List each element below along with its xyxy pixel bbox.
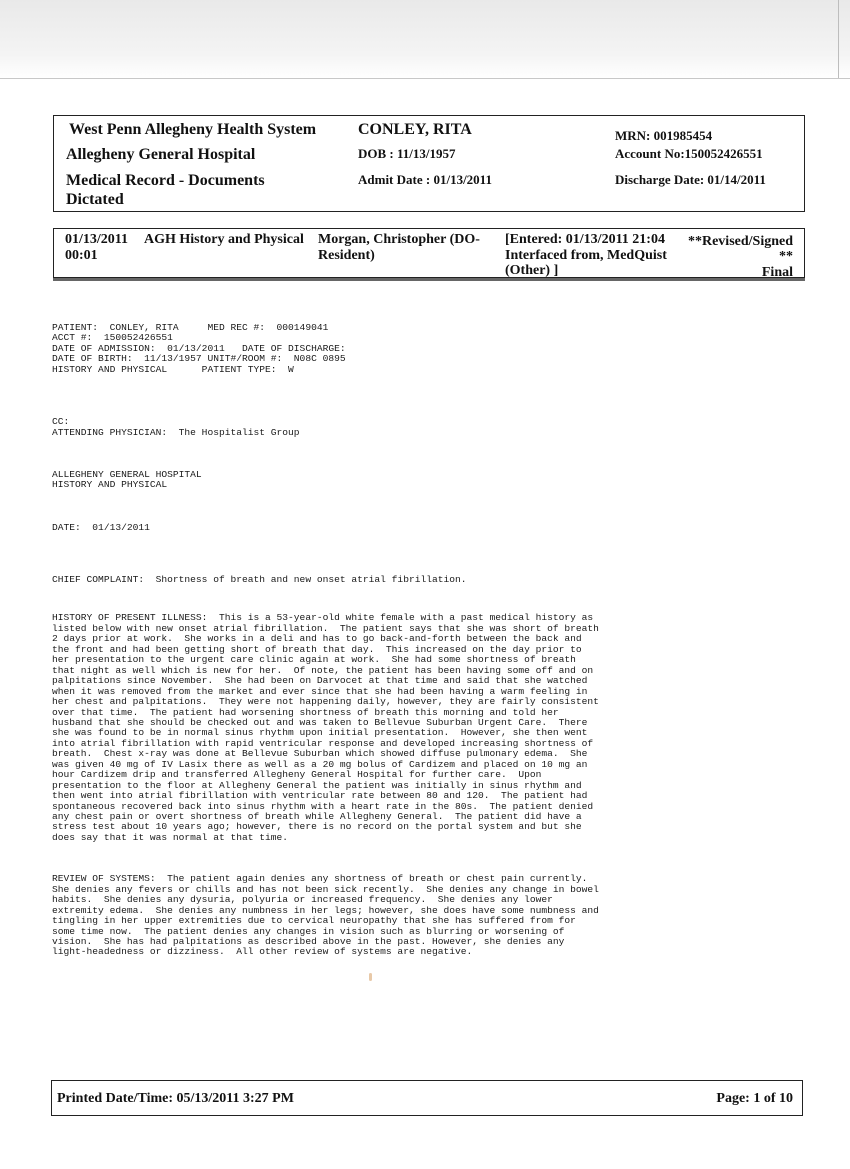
admit-date: Admit Date : 01/13/2011 bbox=[358, 172, 492, 187]
patient-name: CONLEY, RITA bbox=[358, 121, 472, 138]
print-footer bbox=[51, 1080, 803, 1116]
scan-top-margin bbox=[0, 0, 850, 78]
entry-entered: [Entered: 01/13/2011 21:04 bbox=[505, 232, 665, 247]
entry-date: 01/13/2011 bbox=[65, 232, 129, 247]
account-number: Account No:150052426551 bbox=[615, 146, 763, 161]
report-cc: CC: ATTENDING PHYSICIAN: The Hospitalist Group bbox=[52, 416, 300, 438]
entry-doc-type: AGH History and Physical bbox=[144, 232, 304, 247]
history-of-present-illness: HISTORY OF PRESENT ILLNESS: This is a 53-year-old white female with a past medical history as listed below with new onset atrial fibrillation. The patient says that she was short of breath 2 days prior at work. She works in a deli and has to go back-and-forth between the back and the front and had been getting short of breath that day. This increased on the day prior to her presentation to the urgent care clinic again at work. She had some shortness of breath that night as well which is new for her. Of note, the patient has been having some off and on palpitations since November. She had been on Darvocet at that time and said that she watched when it was removed from the market and ever since that she had been having a warm feeling in her chest and palpitations. They were not happening daily, however, they are fairly consistent over that time. The patient had worsening shortness of breath this morning and told her husband that she should be checked out and was taken to Bellevue Suburban Urgent Care. There she was found to be in normal sinus rhythm upon initial presentation. However, she then went into atrial fibrillation with rapid ventricular response and developed increasing shortness of breath. Chest x-ray was done at Bellevue Suburban which showed diffuse pulmonary edema. She was given 40 mg of IV Lasix there as well as a 20 mg bolus of Cardizem and placed on 10 mg an hour Cardizem drip and transferred Allegheny General Hospital for further care. Upon presentation to the floor at Allegheny General the patient was initially in sinus rhythm and then went into atrial fibrillation with ventricular rate between 80 and 120. The patient had spontaneous recovered back into sinus rhythm with a heart rate in the 80s. The patient denied any chest pain or overt shortness of breath while Allegheny General. The patient did have a stress test about 10 years ago; however, there is no record on the portal system and but she does say that it was normal at that time. bbox=[52, 612, 599, 843]
entry-status-marker: ** bbox=[779, 249, 793, 264]
report-body bbox=[52, 302, 812, 968]
mrn: MRN: 001985454 bbox=[615, 128, 713, 143]
record-title-line2: Dictated bbox=[66, 191, 124, 208]
report-facility: ALLEGHENY GENERAL HOSPITAL HISTORY AND PHYSICAL bbox=[52, 468, 202, 491]
document-entry bbox=[53, 228, 805, 278]
chief-complaint: CHIEF COMPLAINT: Shortness of breath and new onset atrial fibrillation. bbox=[52, 574, 467, 586]
org-name: West Penn Allegheny Health System bbox=[69, 121, 317, 138]
entry-status-final: Final bbox=[761, 265, 793, 280]
record-header bbox=[53, 115, 805, 212]
scan-smudge bbox=[369, 973, 372, 981]
page-number: Page: 1 of 10 bbox=[716, 1091, 793, 1106]
entry-interfaced: Interfaced from, MedQuist bbox=[505, 248, 667, 263]
report-demographics: PATIENT: CONLEY, RITA MED REC #: 000149041 ACCT #: 150052426551 DATE OF ADMISSION: 01/13/2011 DATE OF DISCHARGE: DATE OF BIRTH: 11/13/1957 UNIT#/ROOM #: N08C 0895 HISTORY AND PHYSICAL PATIENT TYPE: W bbox=[52, 321, 346, 375]
hospital-name: Allegheny General Hospital bbox=[66, 146, 256, 163]
discharge-date: Discharge Date: 01/14/2011 bbox=[615, 172, 766, 187]
entry-author-line2: Resident) bbox=[318, 248, 375, 263]
scan-page-edge bbox=[0, 78, 850, 79]
entry-author: Morgan, Christopher (DO- bbox=[318, 232, 480, 247]
report-date: DATE: 01/13/2011 bbox=[52, 521, 150, 533]
review-of-systems: REVIEW OF SYSTEMS: The patient again denies any shortness of breath or chest pain currently. She denies any fevers or chills and has not been sick recently. She denies any change in bowel habits. She denies any dysuria, polyuria or increased frequency. She denies any lower extremity edema. She denies any numbness in her legs; however, she does have some numbness and tingling in her upper extremities due to cervical neuropathy that she has suffered from for some time now. The patient denies any changes in vision such as blurring or worsening of vision. She has had palpitations as described above in the past. However, she denies any light-headedness or dizziness. All other review of systems are negative. bbox=[52, 873, 599, 958]
entry-source: (Other) ] bbox=[505, 263, 559, 278]
printed-datetime: Printed Date/Time: 05/13/2011 3:27 PM bbox=[57, 1091, 294, 1106]
entry-status: **Revised/Signed bbox=[687, 234, 793, 249]
patient-dob: DOB : 11/13/1957 bbox=[358, 146, 456, 161]
record-title: Medical Record - Documents bbox=[66, 172, 265, 189]
scan-page-edge-right bbox=[838, 0, 839, 78]
entry-time: 00:01 bbox=[65, 248, 98, 263]
